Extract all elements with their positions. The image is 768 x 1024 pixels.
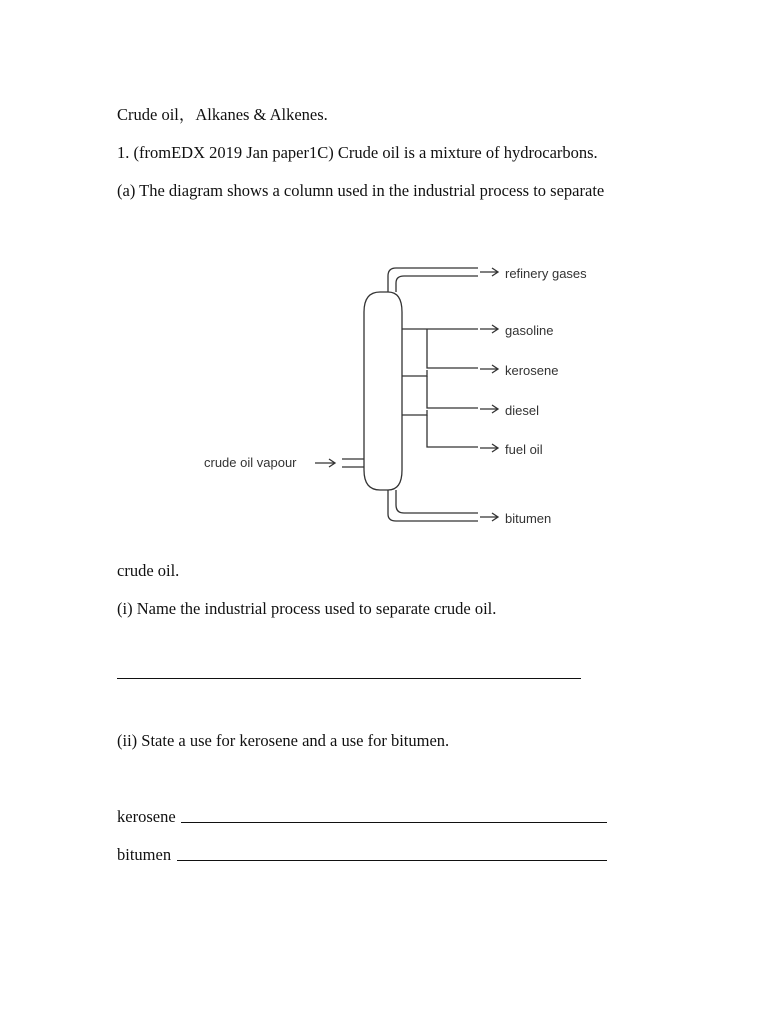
side-draw-fuel-oil [427, 415, 478, 447]
label-gasoline: gasoline [505, 323, 554, 338]
distillation-column [364, 292, 402, 490]
bottom-outlet-pipe [388, 490, 478, 521]
bitumen-answer-label: bitumen [117, 845, 172, 864]
top-outlet-pipe [388, 268, 478, 292]
arrow-fuel-oil [480, 444, 498, 452]
side-draw-kerosene [402, 337, 478, 376]
label-fuel-oil: fuel oil [505, 442, 543, 457]
answer-line-bitumen[interactable] [177, 860, 607, 861]
label-refinery-gases: refinery gases [505, 266, 587, 281]
part-a-text: (a) The diagram shows a column used in the industrial process to separate [117, 181, 605, 200]
label-bitumen: bitumen [505, 511, 552, 526]
worksheet-title: Crude oil，Alkanes & Alkenes. [117, 105, 328, 124]
label-diesel: diesel [505, 403, 539, 418]
label-crude-oil-vapour: crude oil vapour [204, 455, 297, 470]
question-intro: 1. (fromEDX 2019 Jan paper1C) Crude oil is a mixture of hydrocarbons. [117, 143, 598, 162]
inlet-arrow [315, 459, 335, 467]
label-kerosene: kerosene [505, 363, 559, 378]
side-draw-diesel [402, 376, 478, 415]
arrow-refinery-gases [480, 268, 498, 276]
answer-line-kerosene[interactable] [181, 822, 607, 823]
kerosene-answer-label: kerosene [117, 807, 176, 826]
arrow-bitumen [480, 513, 498, 521]
answer-line-part-i[interactable] [117, 678, 581, 679]
inlet-pipe [342, 459, 364, 467]
side-draw-gasoline [402, 329, 478, 337]
part-a-continued: crude oil. [117, 561, 180, 580]
part-ii-text: (ii) State a use for kerosene and a use for bitumen. [117, 731, 450, 750]
arrow-diesel [480, 405, 498, 413]
arrow-kerosene [480, 365, 498, 373]
arrow-gasoline [480, 325, 498, 333]
part-i-text: (i) Name the industrial process used to separate crude oil. [117, 599, 497, 618]
